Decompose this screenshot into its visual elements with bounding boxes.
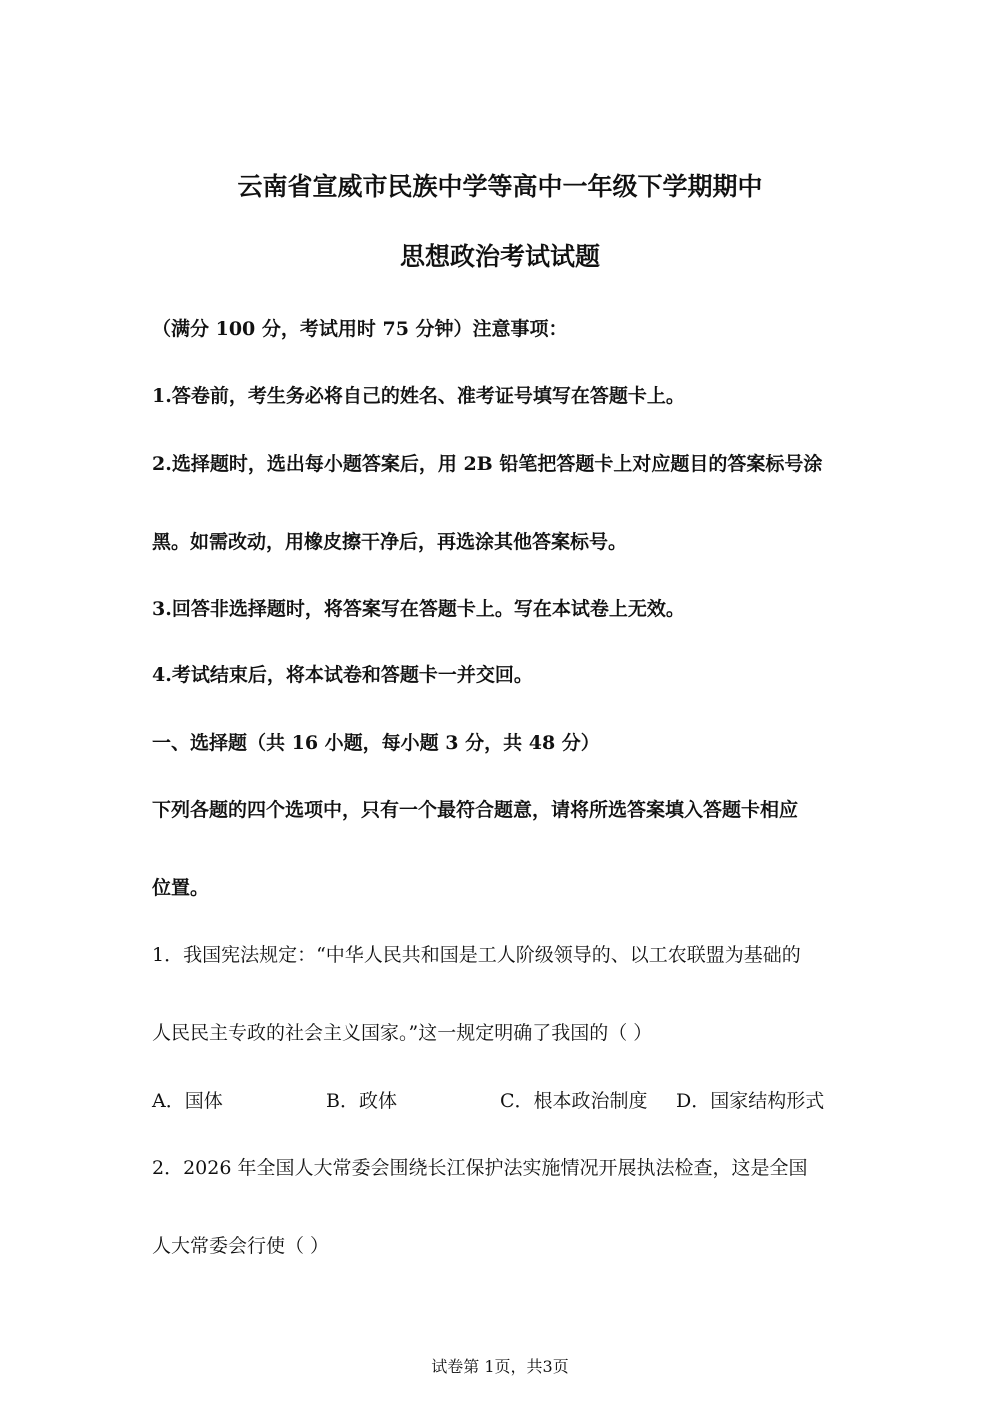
question-1-option-c: C．根本政治制度 — [500, 1090, 648, 1112]
section-instruction-line1: 下列各题的四个选项中，只有一个最符合题意，请将所选答案填入答题卡相应 — [152, 799, 799, 821]
question-1-option-a: A．国体 — [152, 1090, 223, 1112]
exam-title-line1: 云南省宣威市民族中学等高中一年级下学期期中 — [237, 172, 763, 201]
page-footer: 试卷第 1页，共3页 — [431, 1357, 569, 1376]
question-1-option-b: B．政体 — [326, 1090, 397, 1112]
question-1-stem-line1: 1．我国宪法规定：“中华人民共和国是工人阶级领导的、以工农联盟为基础的 — [152, 944, 801, 966]
notice-item-1: 1.答卷前，考生务必将自己的姓名、准考证号填写在答题卡上。 — [152, 385, 685, 407]
notice-item-3: 3.回答非选择题时，将答案写在答题卡上。写在本试卷上无效。 — [152, 598, 685, 620]
notice-item-4: 4.考试结束后，将本试卷和答题卡一并交回。 — [152, 664, 533, 686]
section-instruction-line2: 位置。 — [152, 877, 210, 899]
question-1-stem-line2: 人民民主专政的社会主义国家。”这一规定明确了我国的（ ） — [152, 1022, 653, 1044]
notice-header: （满分 100 分，考试用时 75 分钟）注意事项： — [152, 318, 568, 340]
question-1-option-d: D．国家结构形式 — [676, 1090, 825, 1112]
question-2-stem-line2: 人大常委会行使（ ） — [152, 1235, 330, 1257]
question-2-stem-line1: 2．2026 年全国人大常委会围绕长江保护法实施情况开展执法检查，这是全国 — [152, 1157, 808, 1179]
section-heading: 一、选择题（共 16 小题，每小题 3 分，共 48 分） — [152, 732, 600, 754]
exam-title-line2: 思想政治考试试题 — [399, 242, 600, 271]
notice-item-2-line2: 黑。如需改动，用橡皮擦干净后，再选涂其他答案标号。 — [152, 531, 628, 553]
notice-item-2-line1: 2.选择题时，选出每小题答案后，用 2B 铅笔把答题卡上对应题目的答案标号涂 — [152, 453, 823, 475]
